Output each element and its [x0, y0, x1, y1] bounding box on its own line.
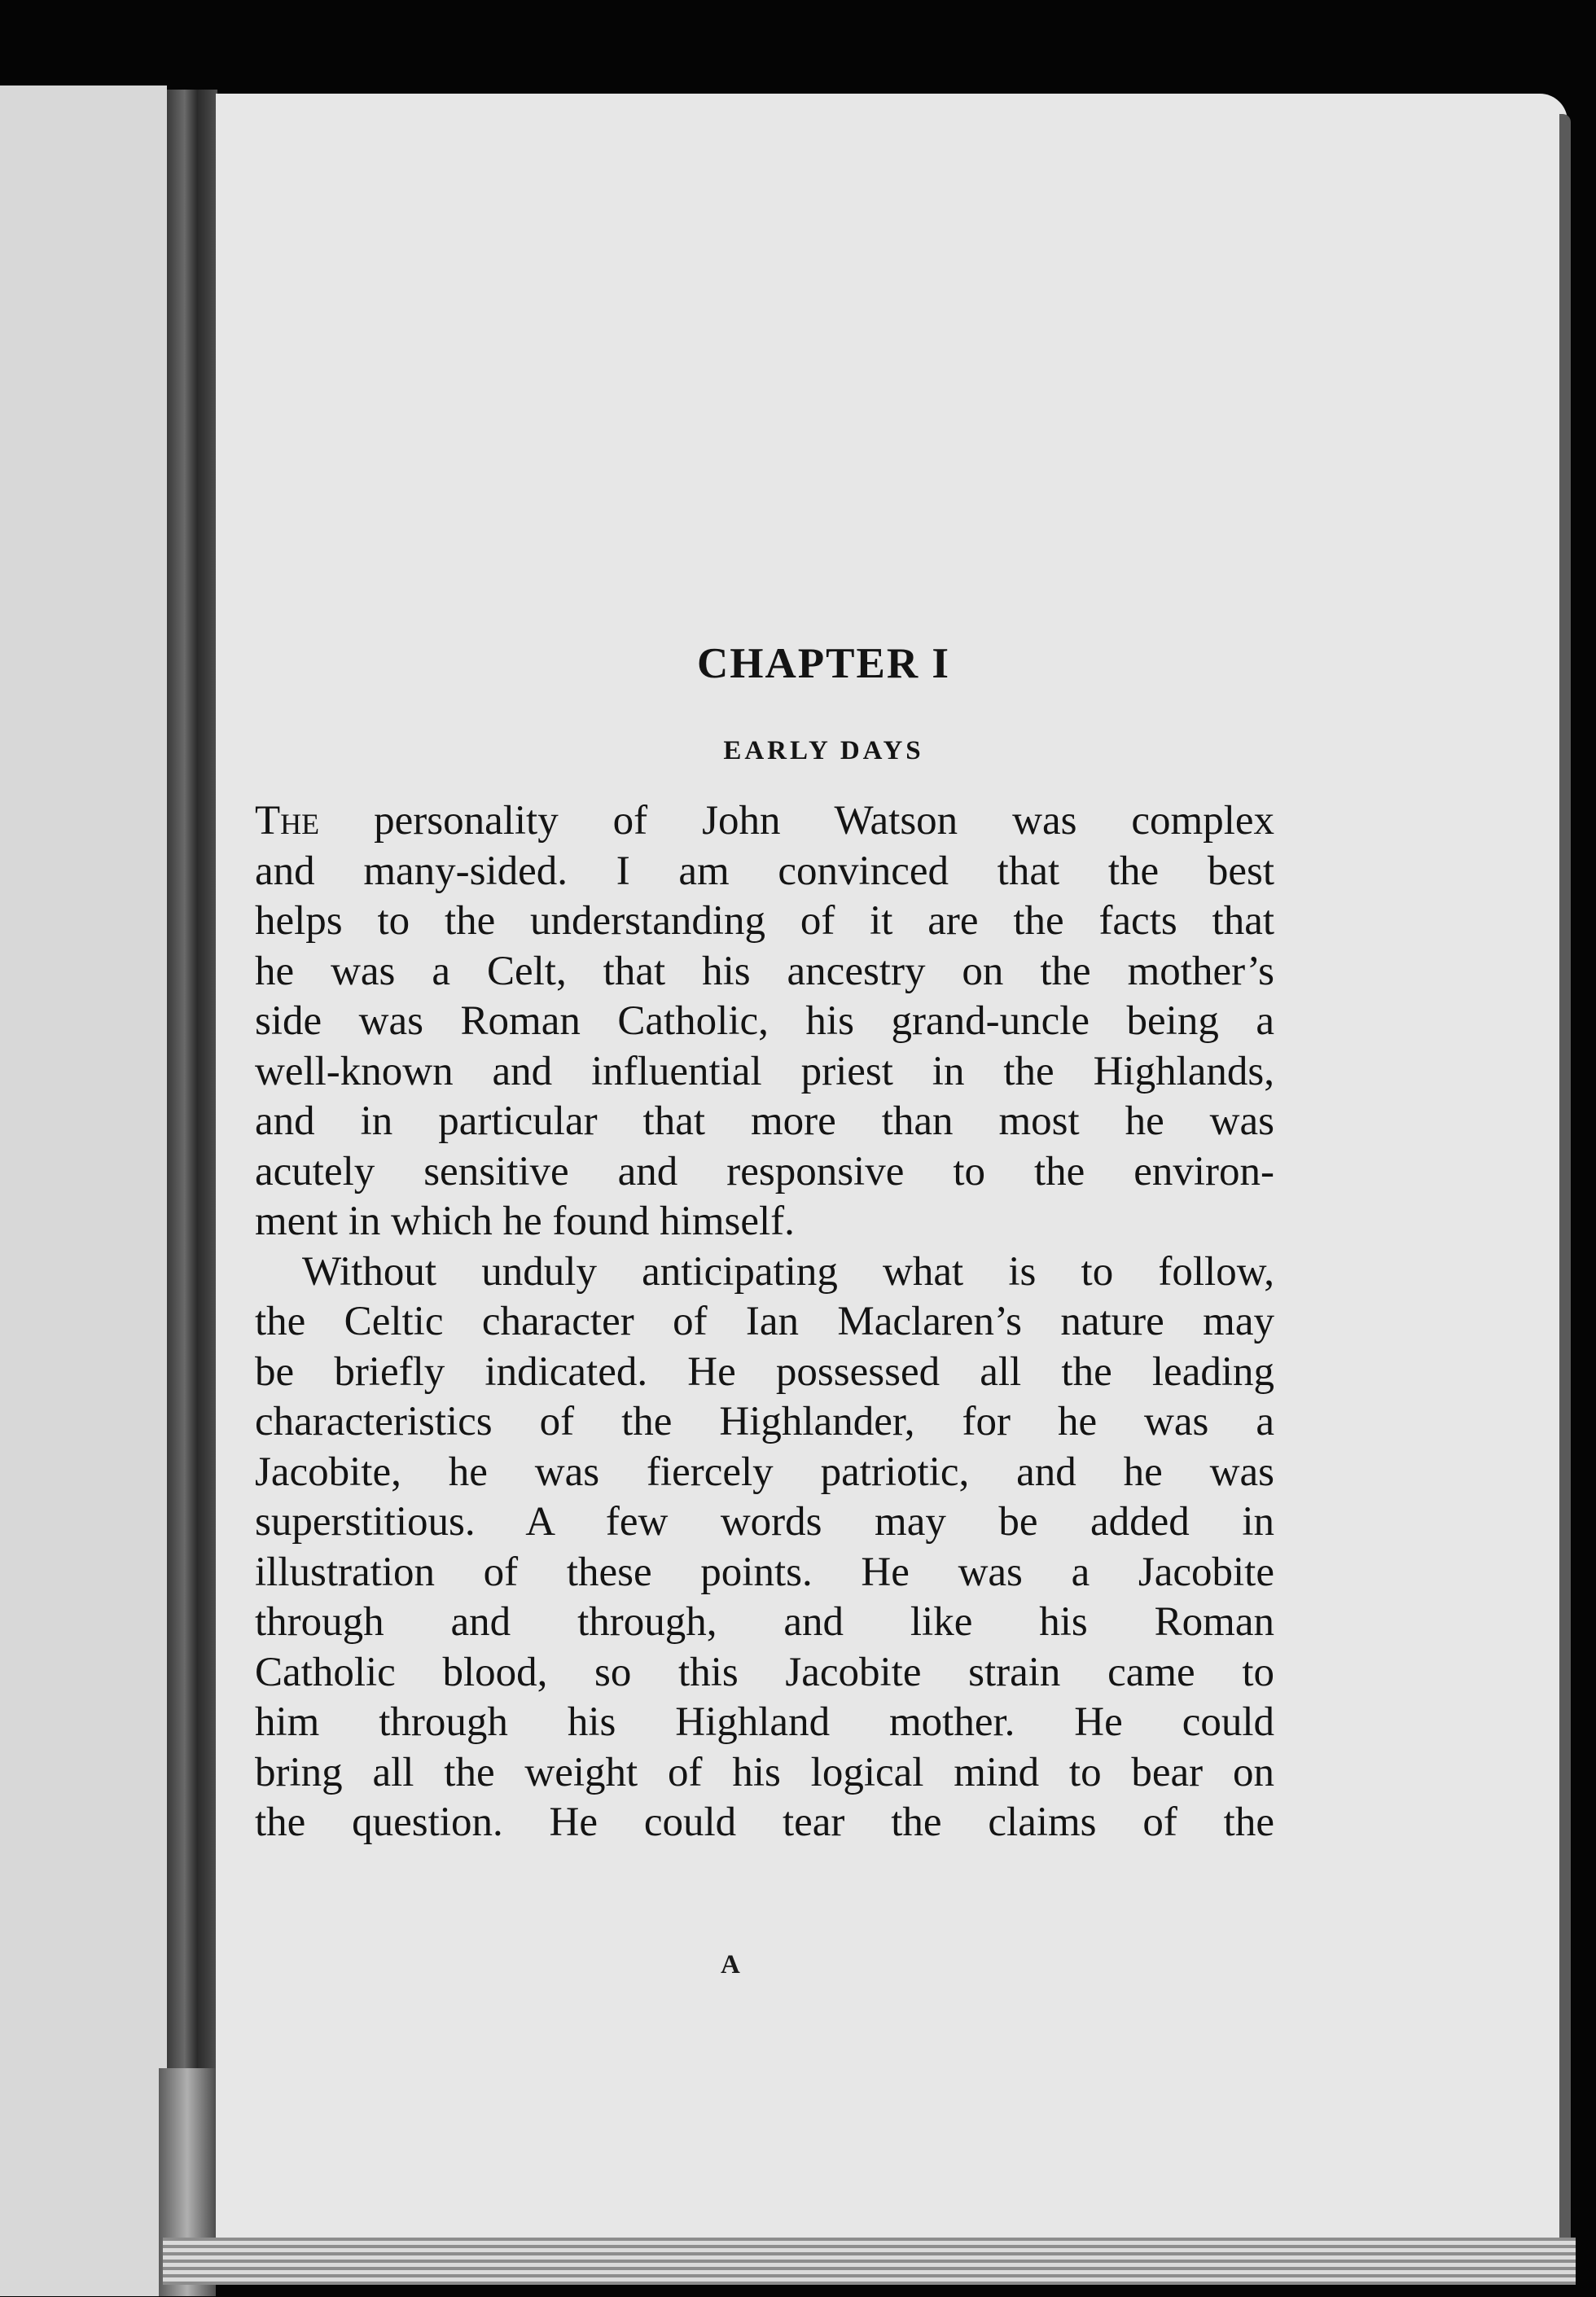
page-right-edge [1559, 114, 1571, 2247]
page-stack-bottom-edge [163, 2238, 1576, 2285]
text-line: the question. He could tear the claims of the [255, 1799, 1274, 1845]
text-line: Catholic blood, so this Jacobite strain came to [255, 1649, 1274, 1695]
text-line: be briefly indicated. He possessed all the leading [255, 1348, 1274, 1395]
chapter-title: CHAPTER I [696, 640, 950, 687]
text-line: Without unduly anticipating what is to follow, [302, 1248, 1274, 1295]
line-text: personality of John Watson was complex [319, 798, 1274, 844]
text-line: side was Roman Catholic, his grand-uncle being a [255, 998, 1274, 1044]
text-line: he was a Celt, that his ancestry on the mother’s [255, 948, 1274, 994]
signature-mark: A [721, 1950, 740, 1979]
text-line: illustration of these points. He was a Jacobite [255, 1549, 1274, 1595]
previous-page-edge [0, 85, 167, 2296]
text-line [255, 796, 1274, 847]
page-text [255, 635, 1274, 1848]
text-line: through and through, and like his Roman [255, 1599, 1274, 1645]
text-line: bring all the weight of his logical mind to bear on [255, 1749, 1274, 1795]
text-line: him through his Highland mother. He could [255, 1699, 1274, 1745]
text-line: well-known and influential priest in the Highlands, [255, 1048, 1274, 1094]
text-line: and many-sided. I am convinced that the best [255, 848, 1274, 894]
text-line: and in particular that more than most he was [255, 1098, 1274, 1144]
text-line: helps to the understanding of it are the facts that [255, 898, 1274, 944]
text-line: characteristics of the Highlander, for he was a [255, 1399, 1274, 1444]
text-line: the Celtic character of Ian Maclaren’s nature may [255, 1299, 1274, 1344]
text-line: superstitious. A few words may be added in [255, 1499, 1274, 1545]
text-line: acutely sensitive and responsive to the environ- [255, 1148, 1274, 1195]
paragraph-2 [255, 1247, 1274, 1848]
chapter-subtitle: EARLY DAYS [723, 736, 924, 765]
paragraph-lead: The [255, 798, 320, 844]
text-line: ment in which he found himself. [255, 1199, 795, 1244]
book-gutter [167, 90, 217, 2207]
paragraph-1 [255, 796, 1274, 1247]
text-line: Jacobite, he was fiercely patriotic, and he was [255, 1449, 1274, 1495]
